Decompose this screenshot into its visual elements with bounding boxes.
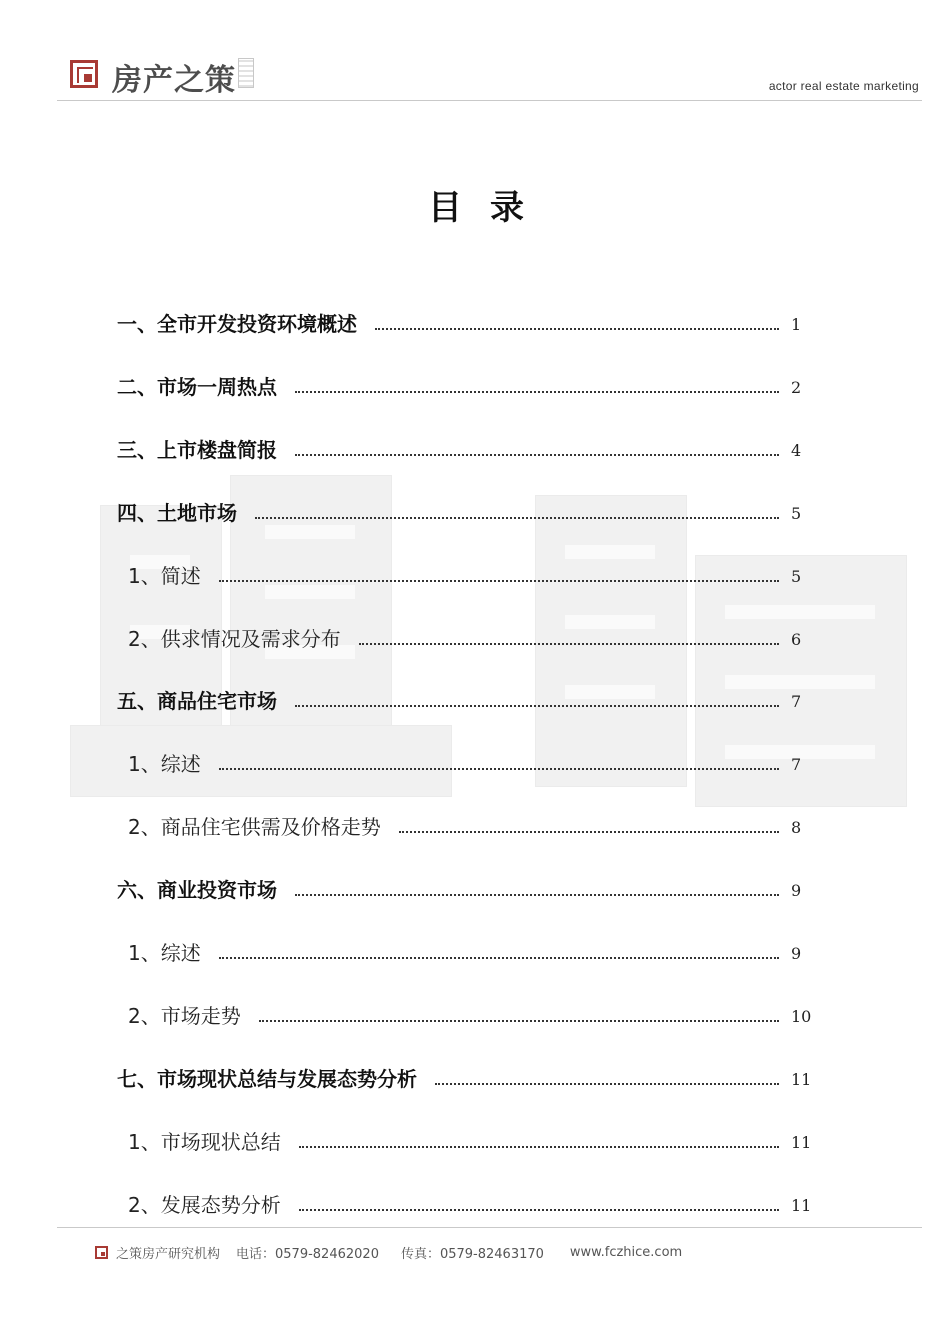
toc-leader-dots <box>435 1075 779 1085</box>
toc-entry-label: 七、市场现状总结与发展态势分析 <box>117 1067 417 1091</box>
toc-entry-label: 2、商品住宅供需及价格走势 <box>128 815 381 839</box>
toc-entry[interactable] <box>117 683 817 713</box>
toc-page-number: 1 <box>791 315 802 334</box>
toc-page-number: 5 <box>791 567 802 586</box>
toc-entry[interactable] <box>117 558 817 588</box>
footer-website: www.fczhice.com <box>569 1244 683 1260</box>
toc-leader-dots <box>295 886 779 896</box>
toc-page-number: 6 <box>791 630 802 649</box>
toc-entry-label: 1、综述 <box>128 941 201 965</box>
toc-page-number: 11 <box>791 1070 812 1089</box>
toc-entry-label: 六、商业投资市场 <box>117 878 277 902</box>
toc-leader-dots <box>299 1201 779 1211</box>
toc-entry[interactable] <box>117 872 817 902</box>
toc-page-number: 5 <box>791 504 802 523</box>
toc-leader-dots <box>399 823 779 833</box>
toc-leader-dots <box>219 760 779 770</box>
toc-entry[interactable] <box>117 1061 817 1091</box>
page-footer <box>95 1243 682 1261</box>
toc-page-number: 9 <box>791 944 802 963</box>
toc-leader-dots <box>255 509 779 519</box>
header-tagline: actor real estate marketing <box>768 79 919 93</box>
toc-entry[interactable] <box>117 809 817 839</box>
footer-org: 之策房产研究机构 <box>116 1246 221 1262</box>
toc-page-number: 7 <box>791 755 802 774</box>
toc-leader-dots <box>219 572 779 582</box>
toc-page-number: 7 <box>791 692 802 711</box>
logo-text: 房产之策 <box>112 63 236 98</box>
footer-logo-icon <box>95 1246 108 1259</box>
toc-entry[interactable] <box>117 1124 817 1154</box>
footer-phone: 电话：0579-82462020 <box>236 1246 379 1262</box>
toc-entry[interactable] <box>117 621 817 651</box>
toc-entry-label: 2、供求情况及需求分布 <box>128 627 341 651</box>
toc-entry-label: 一、全市开发投资环境概述 <box>117 312 357 336</box>
toc-entry-label: 五、商品住宅市场 <box>117 689 277 713</box>
toc-entry-label: 1、市场现状总结 <box>128 1130 281 1154</box>
toc-entry-label: 1、简述 <box>128 564 201 588</box>
toc-leader-dots <box>219 949 779 959</box>
footer-divider <box>57 1227 922 1228</box>
toc-leader-dots <box>295 383 779 393</box>
page-title: 目录 <box>428 188 552 228</box>
toc-entry-label: 2、发展态势分析 <box>128 1193 281 1217</box>
toc-leader-dots <box>299 1138 779 1148</box>
toc-entry[interactable] <box>117 1187 817 1217</box>
toc-leader-dots <box>259 1012 779 1022</box>
toc-entry-label: 三、上市楼盘简报 <box>117 438 277 462</box>
toc-leader-dots <box>359 635 779 645</box>
toc-page-number: 2 <box>791 378 802 397</box>
toc-page-number: 9 <box>791 881 802 900</box>
toc-entry-label: 二、市场一周热点 <box>117 375 277 399</box>
toc-page-number: 11 <box>791 1133 812 1152</box>
toc-entry[interactable] <box>117 998 817 1028</box>
toc-entry[interactable] <box>117 306 817 336</box>
toc-page-number: 8 <box>791 818 802 837</box>
toc-entry[interactable] <box>117 746 817 776</box>
toc-leader-dots <box>295 446 779 456</box>
toc-page-number: 11 <box>791 1196 812 1215</box>
toc-entry[interactable] <box>117 369 817 399</box>
toc-leader-dots <box>295 697 779 707</box>
toc-entry-label: 1、综述 <box>128 752 201 776</box>
toc-page-number: 4 <box>791 441 802 460</box>
toc-leader-dots <box>375 320 779 330</box>
toc-entry-label: 四、土地市场 <box>117 501 237 525</box>
toc-entry[interactable] <box>117 432 817 462</box>
toc-entry[interactable] <box>117 495 817 525</box>
toc-entry[interactable] <box>117 935 817 965</box>
footer-fax: 传真：0579-82463170 <box>400 1246 544 1262</box>
toc-page-number: 10 <box>791 1007 812 1026</box>
toc-entry-label: 2、市场走势 <box>128 1004 241 1028</box>
